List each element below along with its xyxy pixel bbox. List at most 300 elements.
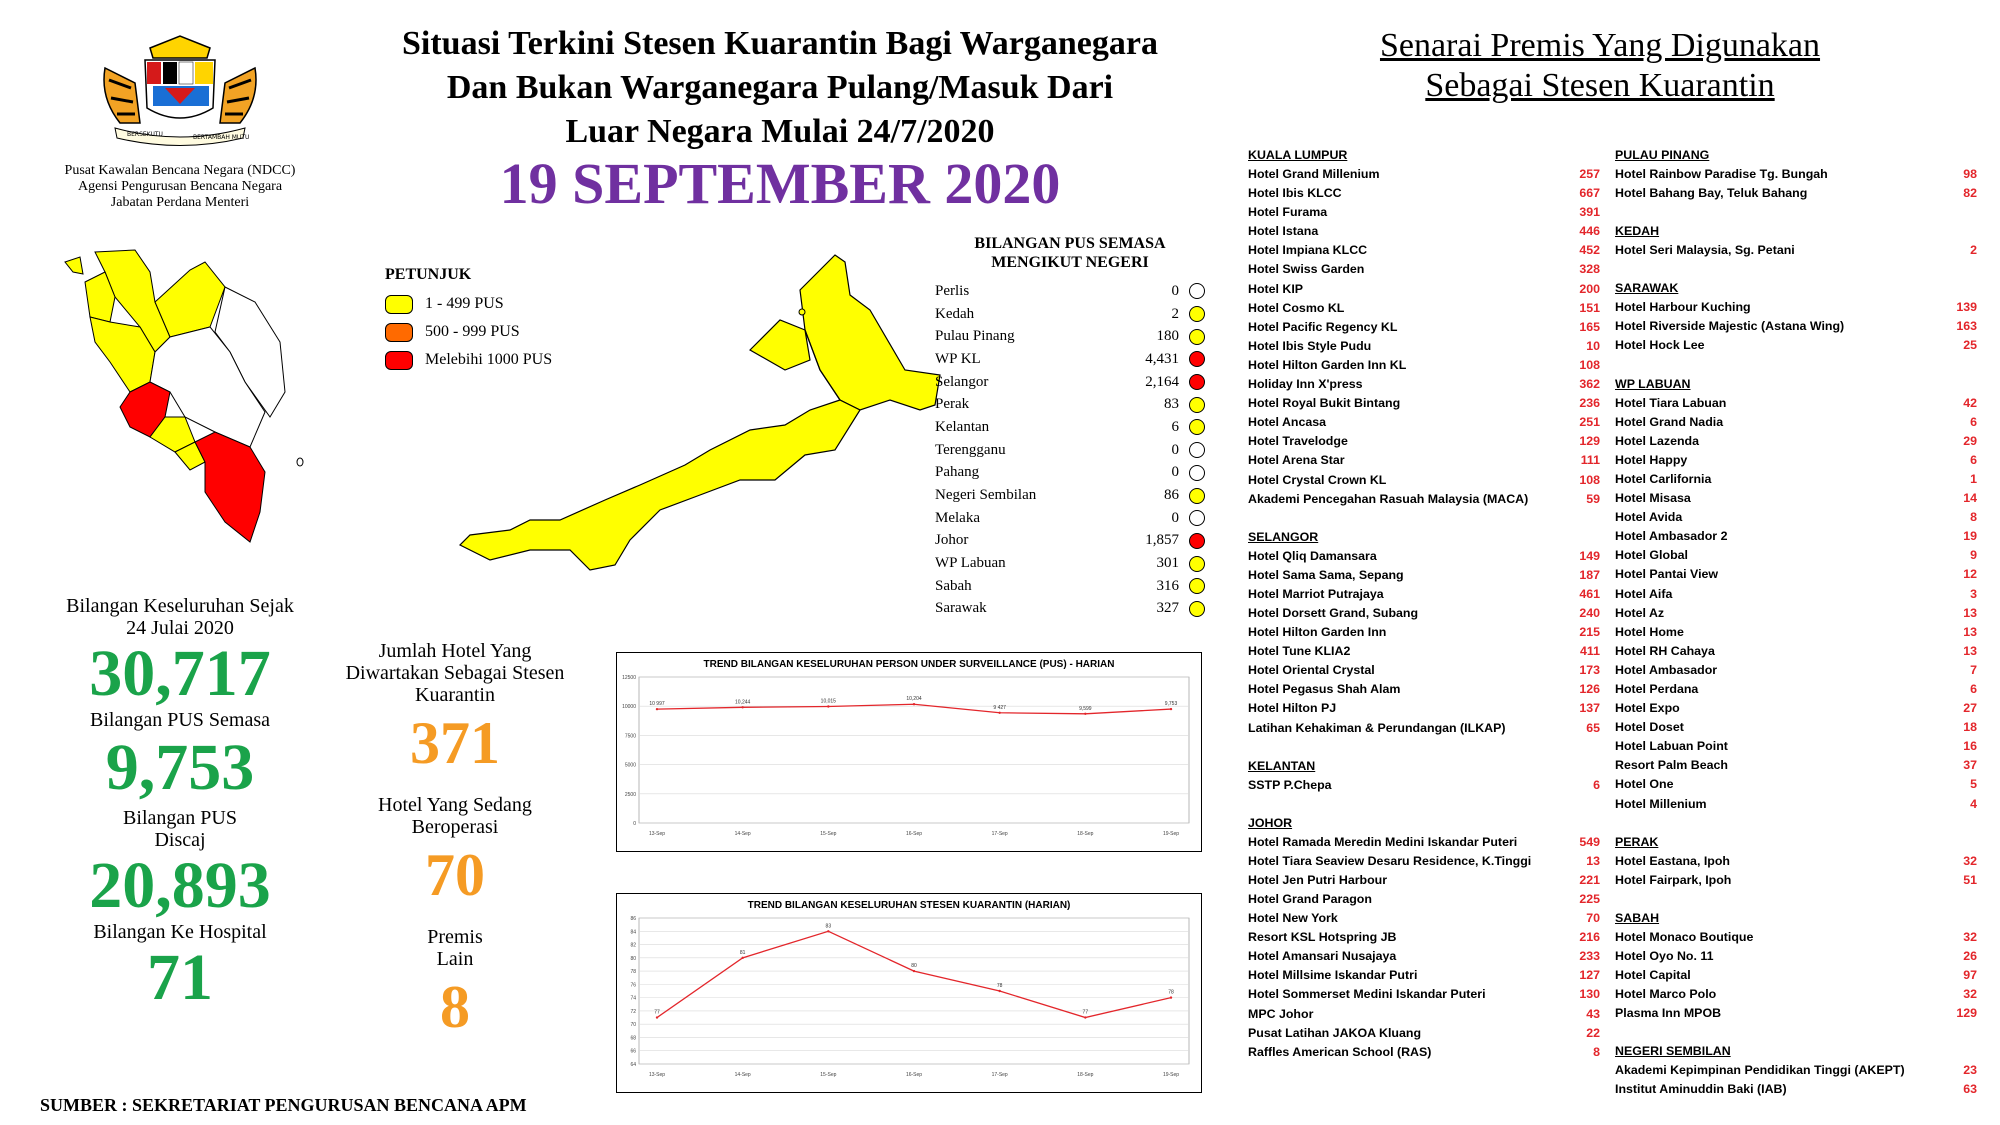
y-tick-label: 0	[633, 821, 636, 827]
legend-swatch	[385, 295, 413, 314]
premises-row	[1248, 471, 1600, 490]
operating-label-line: Beroperasi	[411, 816, 499, 838]
source-note: SUMBER : SEKRETARIAT PENGURUSAN BENCANA APM	[40, 1095, 527, 1115]
x-tick-label: 16-Sep	[905, 831, 923, 837]
premises-name: Hotel Ibis Style Pudu	[1248, 338, 1372, 353]
data-point	[741, 957, 743, 959]
premises-state-heading: SARAWAK	[1615, 281, 1679, 296]
chart-title: TREND BILANGAN KESELURUHAN STESEN KUARANTIN (HARIAN)	[747, 900, 1071, 911]
y-tick-label: 12500	[622, 675, 636, 681]
premises-row	[1248, 985, 1600, 1004]
title-line: Luar Negara Mulai 24/7/2020	[565, 113, 995, 150]
premises-row	[1615, 718, 1977, 737]
premises-count: 6	[1593, 777, 1600, 792]
total-label	[40, 595, 320, 639]
data-point	[998, 712, 1000, 714]
premises-count: 7	[1970, 662, 1977, 677]
x-tick-label: 14-Sep	[734, 831, 751, 837]
state-row	[935, 575, 1205, 598]
y-tick-label: 2500	[624, 791, 636, 798]
y-tick-label: 68	[630, 1035, 636, 1042]
premises-count: 667	[1579, 186, 1600, 201]
premises-name: Hotel Oriental Crystal	[1248, 663, 1375, 678]
state-status-dot	[1189, 556, 1205, 572]
legend-title: PETUNJUK	[385, 266, 472, 283]
premises-row	[1248, 604, 1600, 623]
premises-count: 240	[1579, 605, 1600, 620]
premises-name: Hotel Dorsett Grand, Subang	[1248, 605, 1419, 620]
premises-name: Hotel Pegasus Shah Alam	[1248, 682, 1401, 697]
premises-count: 127	[1579, 968, 1600, 983]
state-value: 4,431	[1145, 350, 1179, 367]
premises-state-heading: PERAK	[1615, 834, 1659, 849]
premises-count: 26	[1963, 948, 1977, 963]
premises-name: Hotel RH Cahaya	[1615, 643, 1715, 658]
x-tick-label: 16-Sep	[905, 1072, 923, 1078]
premises-title	[1310, 26, 1890, 106]
premises-row	[1615, 1004, 1977, 1023]
premises-name: Hotel Lazenda	[1615, 433, 1699, 448]
premises-count: 461	[1579, 586, 1600, 601]
x-tick-label: 15-Sep	[820, 831, 837, 837]
state-panel-title	[935, 234, 1205, 272]
premises-name: Hotel New York	[1248, 911, 1338, 926]
premises-name: Hotel Crystal Crown KL	[1248, 472, 1387, 487]
premises-count: 22	[1586, 1025, 1600, 1040]
hotels-label	[335, 640, 575, 706]
state-row	[935, 507, 1205, 530]
premises-row	[1615, 565, 1977, 584]
premises-row	[1615, 317, 1977, 336]
premises-name: Hotel Ancasa	[1248, 415, 1327, 430]
premises-row	[1615, 775, 1977, 794]
state-row	[935, 325, 1205, 348]
premises-name: Hotel Travelodge	[1248, 434, 1348, 449]
state-row	[935, 552, 1205, 575]
data-label: 83	[825, 923, 832, 930]
state-name: Negeri Sembilan	[935, 487, 1037, 504]
premises-row	[1248, 356, 1600, 375]
state-status-dot	[1189, 283, 1205, 299]
premises-row	[1248, 947, 1600, 966]
premises-count: 4	[1970, 796, 1977, 811]
premises-count: 225	[1579, 892, 1600, 906]
premises-name: Hotel Marriot Putrajaya	[1248, 586, 1384, 601]
state-pus-panel	[935, 234, 1205, 620]
data-label: 81	[739, 949, 746, 956]
state-row	[935, 530, 1205, 553]
premises-name: Hotel Misasa	[1615, 491, 1691, 506]
premises-title-line: Senarai Premis Yang Digunakan	[1379, 27, 1821, 64]
state-row	[935, 303, 1205, 326]
hotels-value: 371	[410, 710, 500, 776]
premises-name: Hotel Fairpark, Ipoh	[1615, 872, 1732, 887]
premises-count: 187	[1579, 567, 1600, 582]
premises-row	[1615, 642, 1977, 661]
state-value: 0	[1171, 441, 1179, 458]
premises-count: 149	[1579, 548, 1600, 563]
y-tick-label: 10000	[622, 704, 636, 711]
premises-section	[1615, 909, 1977, 1023]
premises-count: 43	[1586, 1006, 1600, 1021]
premises-name: Hotel Furama	[1248, 205, 1328, 220]
premises-row	[1248, 337, 1600, 356]
premises-row	[1615, 966, 1977, 985]
premises-state-heading: KEDAH	[1615, 224, 1660, 239]
premises-count: 13	[1963, 643, 1977, 658]
operating-label-line: Hotel Yang Sedang	[378, 794, 532, 816]
data-label: 10 997	[649, 701, 665, 708]
premises-count: 549	[1579, 834, 1600, 849]
premises-row	[1615, 394, 1977, 413]
state-status-dot	[1189, 442, 1205, 458]
premises-row	[1248, 966, 1600, 985]
malaysia-crest	[95, 28, 265, 148]
premises-row	[1248, 1005, 1600, 1024]
premises-row	[1248, 623, 1600, 642]
premises-row	[1615, 508, 1977, 527]
premises-row	[1615, 699, 1977, 718]
premises-name: Hotel Arena Star	[1248, 453, 1345, 468]
data-label: 10,015	[820, 698, 836, 705]
premises-count: 16	[1963, 739, 1977, 754]
state-name: Pahang	[935, 464, 980, 481]
premises-section	[1248, 528, 1600, 738]
state-panel-title-line: BILANGAN PUS SEMASA	[974, 235, 1166, 252]
premises-count: 108	[1579, 357, 1600, 372]
premises-count: 111	[1580, 453, 1600, 468]
premises-count: 14	[1963, 491, 1977, 506]
premises-count: 452	[1579, 243, 1600, 258]
premises-count: 8	[1593, 1044, 1600, 1059]
premises-row	[1615, 737, 1977, 756]
premises-name: Hotel Jen Putri Harbour	[1248, 872, 1388, 887]
data-point	[1170, 996, 1172, 998]
premises-count: 18	[1963, 720, 1977, 735]
state-name: WP KL	[935, 350, 981, 367]
premises-row	[1248, 490, 1600, 509]
premises-name: Hotel Millsime Iskandar Putri	[1248, 968, 1418, 983]
y-tick-label: 7500	[624, 733, 636, 740]
legend-swatch	[385, 323, 413, 342]
premises-row	[1248, 432, 1600, 451]
premises-count: 29	[1963, 433, 1977, 448]
premises-count: 236	[1579, 396, 1600, 411]
page-title	[300, 22, 1260, 154]
state-name: WP Labuan	[935, 555, 1006, 572]
premises-row	[1615, 585, 1977, 604]
premises-row	[1615, 680, 1977, 699]
premises-state-heading: SELANGOR	[1248, 529, 1319, 544]
premises-name: Hotel Global	[1615, 548, 1688, 563]
premises-name: Plasma Inn MPOB	[1615, 1006, 1722, 1021]
state-value: 86	[1164, 487, 1179, 504]
premises-row	[1615, 852, 1977, 871]
y-tick-label: 76	[630, 982, 636, 989]
premises-row	[1615, 451, 1977, 470]
discharged-value: 20,893	[89, 849, 271, 922]
premises-name: Hotel Eastana, Ipoh	[1615, 853, 1730, 868]
y-tick-label: 84	[630, 929, 636, 936]
premises-row	[1248, 165, 1600, 184]
state-status-dot	[1189, 374, 1205, 390]
total-label-line: 24 Julai 2020	[126, 617, 234, 639]
premises-count: 2	[1970, 243, 1977, 258]
premises-count: 221	[1579, 872, 1600, 887]
state-row	[935, 598, 1205, 621]
premises-row	[1615, 432, 1977, 451]
premises-name: Hotel KIP	[1248, 281, 1304, 296]
current-pus-value: 9,753	[105, 731, 255, 804]
data-point	[656, 1016, 658, 1018]
premises-count: 362	[1579, 377, 1600, 392]
state-value: 316	[1156, 577, 1179, 594]
premises-row	[1615, 546, 1977, 565]
premises-row	[1248, 852, 1600, 871]
premises-count: 63	[1963, 1082, 1977, 1097]
state-row	[935, 462, 1205, 485]
premises-name: Hotel Bahang Bay, Teluk Bahang	[1615, 186, 1808, 201]
state-status-dot	[1189, 397, 1205, 413]
premises-name: Hotel Harbour Kuching	[1615, 300, 1751, 315]
premises-name: Akademi Kepimpinan Pendidikan Tinggi (AKEPT)	[1615, 1063, 1905, 1078]
premises-count: 5	[1970, 777, 1977, 792]
data-point	[827, 705, 829, 707]
premises-name: Hotel Grand Paragon	[1248, 892, 1372, 906]
premises-name: Hotel Avida	[1615, 510, 1683, 525]
data-point	[1084, 1016, 1086, 1018]
title-line: Situasi Terkini Stesen Kuarantin Bagi Warganegara	[401, 25, 1158, 62]
premises-count: 12	[1963, 567, 1977, 582]
premises-column-1	[1248, 146, 1600, 1062]
data-point	[913, 703, 915, 705]
premises-state-heading: JOHOR	[1248, 815, 1293, 830]
premises-section	[1615, 375, 1977, 814]
premises-row	[1615, 1061, 1977, 1080]
data-point	[827, 930, 829, 932]
premises-row	[1615, 470, 1977, 489]
premises-row	[1248, 585, 1600, 604]
premises-row	[1615, 336, 1977, 355]
borneo-map	[450, 250, 950, 580]
state-status-dot	[1189, 329, 1205, 345]
state-status-dot	[1189, 306, 1205, 322]
premises-section	[1248, 814, 1600, 1062]
x-tick-label: 18-Sep	[1077, 831, 1094, 837]
premises-state-heading: NEGERI SEMBILAN	[1615, 1044, 1731, 1059]
series-line	[657, 704, 1171, 714]
state-row	[935, 393, 1205, 416]
data-label: 78	[1168, 989, 1174, 996]
premises-count: 108	[1579, 472, 1600, 487]
premises-row	[1248, 719, 1600, 738]
premises-count: 3	[1970, 586, 1977, 601]
x-tick-label: 13-Sep	[648, 1072, 666, 1078]
y-tick-label: 74	[630, 995, 636, 1002]
premises-section	[1248, 146, 1600, 509]
premises-count: 328	[1579, 262, 1600, 277]
data-label: 10,244	[735, 699, 751, 706]
stats-middle	[335, 640, 575, 1040]
premises-row	[1248, 413, 1600, 432]
discharged-label-line: Bilangan PUS	[123, 807, 237, 829]
state-row	[935, 416, 1205, 439]
premises-count: 137	[1579, 701, 1600, 716]
premises-count: 129	[1956, 1006, 1977, 1021]
data-point	[913, 970, 915, 972]
premises-row	[1615, 756, 1977, 775]
premises-section	[1248, 757, 1600, 795]
premises-name: Hotel Swiss Garden	[1248, 262, 1365, 277]
premises-state-heading: KELANTAN	[1248, 758, 1316, 773]
premises-count: 19	[1963, 529, 1977, 544]
premises-name: Hotel Pantai View	[1615, 567, 1719, 582]
premises-count: 139	[1956, 300, 1977, 315]
state-name: Perak	[935, 396, 970, 413]
premises-name: Raffles American School (RAS)	[1248, 1044, 1432, 1059]
premises-row	[1615, 928, 1977, 947]
premises-row	[1248, 661, 1600, 680]
premises-count: 32	[1963, 987, 1977, 1002]
premises-count: 126	[1579, 682, 1600, 697]
state-value: 301	[1156, 555, 1179, 572]
y-tick-label: 86	[630, 916, 636, 922]
total-label-line: Bilangan Keseluruhan Sejak	[66, 595, 294, 617]
premises-name: Hotel Monaco Boutique	[1615, 929, 1754, 944]
premises-count: 70	[1586, 911, 1600, 926]
state-name: Pulau Pinang	[935, 328, 1015, 345]
premises-name: Institut Aminuddin Baki (IAB)	[1615, 1082, 1787, 1097]
other-label-line: Premis	[427, 926, 483, 948]
station-trend-chart	[616, 893, 1202, 1093]
x-tick-label: 19-Sep	[1162, 1072, 1180, 1078]
premises-row	[1615, 947, 1977, 966]
state-value: 1,857	[1145, 532, 1179, 549]
premises-name: Hotel Sama Sama, Sepang	[1248, 567, 1404, 582]
premises-count: 98	[1963, 167, 1977, 181]
org-line: Pusat Kawalan Bencana Negara (NDCC)	[64, 163, 296, 178]
premises-row	[1248, 280, 1600, 299]
state-rows	[935, 280, 1205, 620]
premises-count: 257	[1579, 167, 1600, 181]
premises-count: 200	[1579, 281, 1600, 296]
operating-label	[335, 794, 575, 838]
premises-name: Resort KSL Hotspring JB	[1248, 930, 1397, 945]
x-tick-label: 17-Sep	[991, 831, 1008, 837]
premises-row	[1615, 241, 1977, 260]
state-status-dot	[1189, 510, 1205, 526]
premises-count: 82	[1963, 186, 1977, 201]
premises-row	[1615, 661, 1977, 680]
premises-row	[1248, 222, 1600, 241]
premises-section	[1615, 1042, 1977, 1099]
premises-name: Hotel Hilton Garden Inn KL	[1248, 357, 1407, 372]
premises-count: 65	[1586, 720, 1600, 735]
state-name: Sabah	[935, 577, 972, 594]
premises-name: Hotel Rainbow Paradise Tg. Bungah	[1615, 167, 1828, 181]
x-tick-label: 13-Sep	[648, 831, 666, 837]
data-point	[1084, 713, 1086, 715]
state-value: 2,164	[1145, 373, 1179, 390]
data-point	[998, 990, 1000, 992]
data-label: 10,204	[906, 696, 922, 703]
premises-count: 251	[1579, 415, 1600, 430]
premises-row	[1248, 680, 1600, 699]
premises-row	[1615, 623, 1977, 642]
stats-left	[40, 595, 320, 1013]
y-tick-label: 64	[630, 1062, 636, 1068]
premises-name: Hotel Tiara Labuan	[1615, 395, 1727, 410]
y-tick-label: 70	[630, 1022, 636, 1029]
premises-count: 173	[1579, 663, 1600, 678]
premises-count: 32	[1963, 853, 1977, 868]
state-value: 327	[1156, 600, 1179, 617]
hospital-label: Bilangan Ke Hospital	[93, 921, 267, 943]
total-value: 30,717	[89, 637, 271, 710]
premises-count: 215	[1579, 625, 1600, 640]
legend-swatch	[385, 351, 413, 370]
state-status-dot	[1189, 533, 1205, 549]
premises-row	[1615, 489, 1977, 508]
premises-row	[1248, 871, 1600, 890]
premises-count: 163	[1956, 319, 1977, 334]
hotels-label-line: Kuarantin	[415, 684, 495, 706]
data-point	[741, 706, 743, 708]
premises-name: Hotel Grand Nadia	[1615, 414, 1724, 429]
premises-count: 6	[1970, 681, 1977, 696]
discharged-label	[40, 807, 320, 851]
premises-row	[1615, 604, 1977, 623]
y-tick-label: 82	[630, 942, 636, 949]
premises-name: Hotel Pacific Regency KL	[1248, 319, 1398, 334]
state-name: Kedah	[935, 305, 975, 322]
series-line	[657, 931, 1171, 1017]
hotels-label-line: Diwartakan Sebagai Stesen	[345, 662, 565, 684]
premises-name: Pusat Latihan JAKOA Kluang	[1248, 1025, 1422, 1040]
premises-row	[1248, 776, 1600, 795]
state-name: Perlis	[935, 282, 970, 299]
premises-name: Hotel Carlifornia	[1615, 471, 1712, 486]
state-status-dot	[1189, 351, 1205, 367]
premises-row	[1615, 871, 1977, 890]
premises-count: 97	[1963, 968, 1977, 982]
data-label: 9,599	[1079, 705, 1092, 712]
premises-count: 25	[1963, 338, 1977, 353]
premises-title-line: Sebagai Stesen Kuarantin	[1425, 67, 1775, 104]
premises-row	[1615, 527, 1977, 546]
data-point	[1170, 708, 1172, 710]
premises-name: Hotel Riverside Majestic (Astana Wing)	[1615, 319, 1845, 334]
premises-row	[1248, 375, 1600, 394]
premises-count: 59	[1586, 491, 1600, 506]
premises-name: Hotel Sommerset Medini Iskandar Puteri	[1248, 987, 1486, 1002]
premises-row	[1248, 1043, 1600, 1062]
premises-row	[1248, 184, 1600, 203]
premises-name: Hotel One	[1615, 777, 1674, 792]
y-tick-label: 5000	[624, 762, 636, 769]
state-value: 0	[1171, 282, 1179, 299]
premises-name: Resort Palm Beach	[1615, 758, 1728, 773]
hotels-label-line: Jumlah Hotel Yang	[378, 640, 532, 662]
premises-name: Hotel Impiana KLCC	[1248, 243, 1368, 258]
x-tick-label: 17-Sep	[991, 1072, 1008, 1078]
premises-name: Hotel Tune KLIA2	[1248, 644, 1351, 659]
premises-name: Holiday Inn X'press	[1248, 377, 1363, 392]
premises-count: 1	[1970, 471, 1977, 486]
premises-count: 8	[1970, 510, 1977, 525]
premises-row	[1248, 299, 1600, 318]
premises-row	[1248, 699, 1600, 718]
